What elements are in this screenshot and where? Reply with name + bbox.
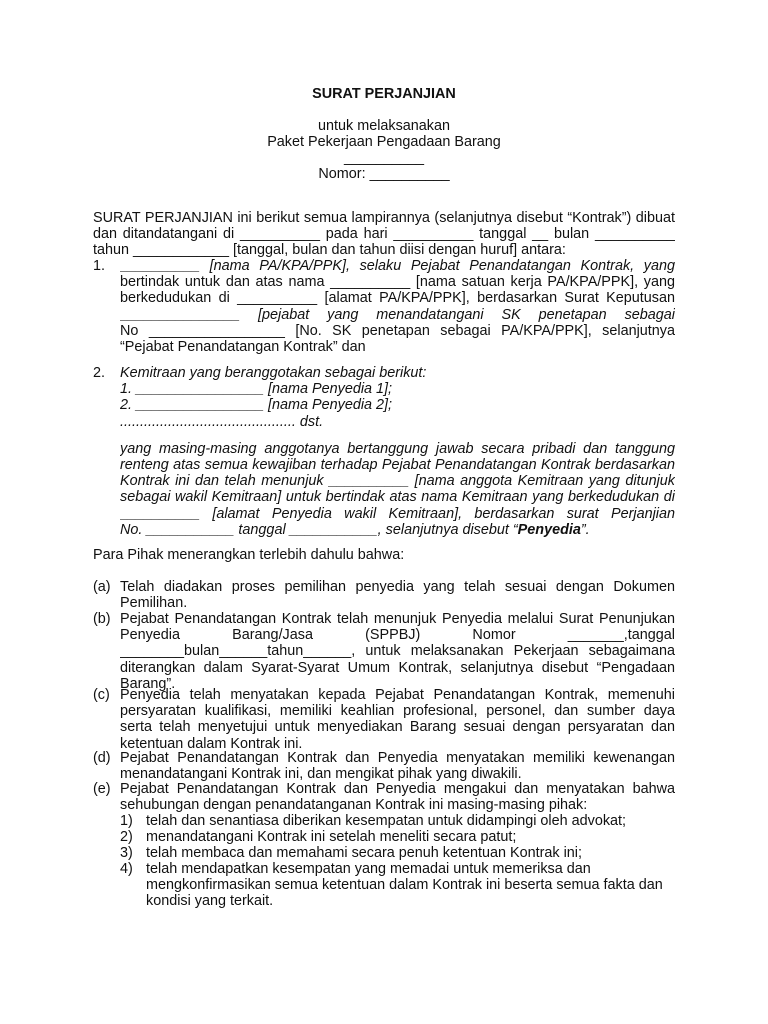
item-line: diterangkan dalam Syarat-Syarat Umum Kontrak, selanjutnya disebut “Pengadaan [120,659,675,676]
member-line: 2. ________________ [nama Penyedia 2]; [120,397,393,414]
preamble: Para Pihak menerangkan terlebih dahulu bahwa: [93,547,405,563]
item-line: sehubungan dengan penandatanganan Kontrak ini masing-masing pihak: [120,797,588,814]
item-line: Telah diadakan proses pemilihan penyedia yang telah sesuai dengan Dokumen [120,579,675,595]
sub-item-line: telah mendapatkan kesempatan yang memadai untuk memeriksa dan [146,861,591,877]
sub-item-label: 1) [120,813,133,829]
last-line-suffix: ”. [580,521,590,538]
intro-paragraph [93,210,675,259]
sub-item-label: 2) [120,829,133,845]
item-label: (e) [93,781,111,797]
item-line: Pejabat Penandatangan Kontrak dan Penyedia menyatakan memiliki kewenangan [120,750,675,766]
contract-number: Nomor: __________ [318,166,450,182]
item-line: serta telah menyetujui untuk menyediakan Barang sesuai dengan persyaratan dan [120,719,675,736]
member-line: ............................................ dst. [120,413,324,430]
party-2-paragraph-line: renteng atas semua kewajiban terhadap Pejabat Penandatangan Kontrak berdasarkan [120,456,675,473]
item-label: (d) [93,750,111,766]
party-1 [93,258,675,358]
subtitle-line-3: __________ [343,150,425,166]
member-line: 1. ________________ [nama Penyedia 1]; [120,381,393,398]
party-1-line: __________ [nama PA/KPA/PPK], selaku Pejabat Penandatangan Kontrak, yang [120,258,675,274]
sub-item-line: kondisi yang terkait. [146,893,274,910]
intro-line: dan ditandatangani di __________ pada hari __________ tanggal __ bulan __________ [93,226,675,243]
party-2-paragraph-line: __________ [alamat Penyedia wakil Kemitraan], berdasarkan surat Perjanjian [120,505,675,522]
last-line-prefix: No. ___________ tanggal ___________, selanjutnya disebut “ [120,521,518,538]
item-line: Barang”. [120,675,176,692]
document-title: SURAT PERJANJIAN [312,86,456,102]
item-label: (c) [93,687,110,703]
party-1-line: “Pejabat Penandatangan Kontrak” dan [120,338,366,355]
party-1-line: _______________ [pejabat yang menandatangani SK penetapan sebagai [120,306,675,323]
item-line: menandatangani Kontrak ini, dan mengikat pihak yang diwakili. [120,766,522,783]
item-c [93,687,675,753]
item-e [93,781,675,815]
item-line: Penyedia telah menyatakan kepada Pejabat Penandatangan Kontrak, memenuhi [120,687,675,703]
intro-line: tahun ____________ [tanggal, bulan dan tahun diisi dengan huruf] antara: [93,242,566,259]
item-b [93,611,675,691]
sub-item-label: 4) [120,861,133,877]
party-2-paragraph-line: Kontrak ini dan telah menunjuk __________ [nama anggota Kemitraan yang ditunjuk [120,473,675,490]
item-line: Pemilihan. [120,595,188,612]
item-label: (a) [93,579,111,595]
party-2-paragraph-line: sebagai wakil Kemitraan] untuk bertindak atas nama Kemitraan yang berkedudukan di [120,489,675,506]
party-2-last-line [120,522,675,538]
item-line: ketentuan dalam Kontrak ini. [120,735,303,752]
sub-item-line: menandatangani Kontrak ini setelah meneliti secara patut; [146,829,517,845]
item-line: Pejabat Penandatangan Kontrak dan Penyedia mengakui dan menyatakan bahwa [120,781,675,797]
item-line: Pejabat Penandatangan Kontrak telah menunjuk Penyedia melalui Surat Penunjukan [120,611,675,627]
party-1-line: bertindak untuk dan atas nama __________ [nama satuan kerja PA/KPA/PPK], yang [120,274,675,291]
item-d [93,750,675,784]
party-1-line: No _________________ [No. SK penetapan sebagai PA/KPA/PPK], selanjutnya [120,322,675,339]
intro-line: SURAT PERJANJIAN ini berikut semua lampirannya (selanjutnya disebut “Kontrak”) dibuat [93,210,675,226]
party-number: 1. [93,258,106,274]
party-number: 2. [93,365,106,381]
item-line: ________bulan______tahun______, untuk melaksanakan Pekerjaan sebagaimana [120,643,675,660]
item-a [93,579,675,612]
sub-items [93,813,675,913]
sub-item-label: 3) [120,845,133,861]
sub-item-line: mengkonfirmasikan semua ketentuan dalam Kontrak ini beserta semua fakta dan [146,877,663,894]
party-2-heading: Kemitraan yang beranggotakan sebagai berikut: [120,365,427,381]
provider-term: Penyedia [517,521,581,538]
party-2 [93,365,675,538]
item-label: (b) [93,611,111,627]
party-2-paragraph-line: yang masing-masing anggotanya bertanggung jawab secara pribadi dan tanggung [120,440,675,457]
item-line: persyaratan kualifikasi, memiliki keahlian profesional, personel, dan sumber daya [120,703,675,720]
item-line: Penyedia Barang/Jasa (SPPBJ) Nomor _______,tanggal [120,627,675,644]
party-1-line: berkedudukan di __________ [alamat PA/KPA/PPK], berdasarkan Surat Keputusan [120,290,675,307]
sub-item-line: telah dan senantiasa diberikan kesempatan untuk didampingi oleh advokat; [146,813,627,829]
subtitle-line-2: Paket Pekerjaan Pengadaan Barang [267,134,501,150]
sub-item-line: telah membaca dan memahami secara penuh ketentuan Kontrak ini; [146,845,582,861]
subtitle-line-1: untuk melaksanakan [318,118,450,134]
